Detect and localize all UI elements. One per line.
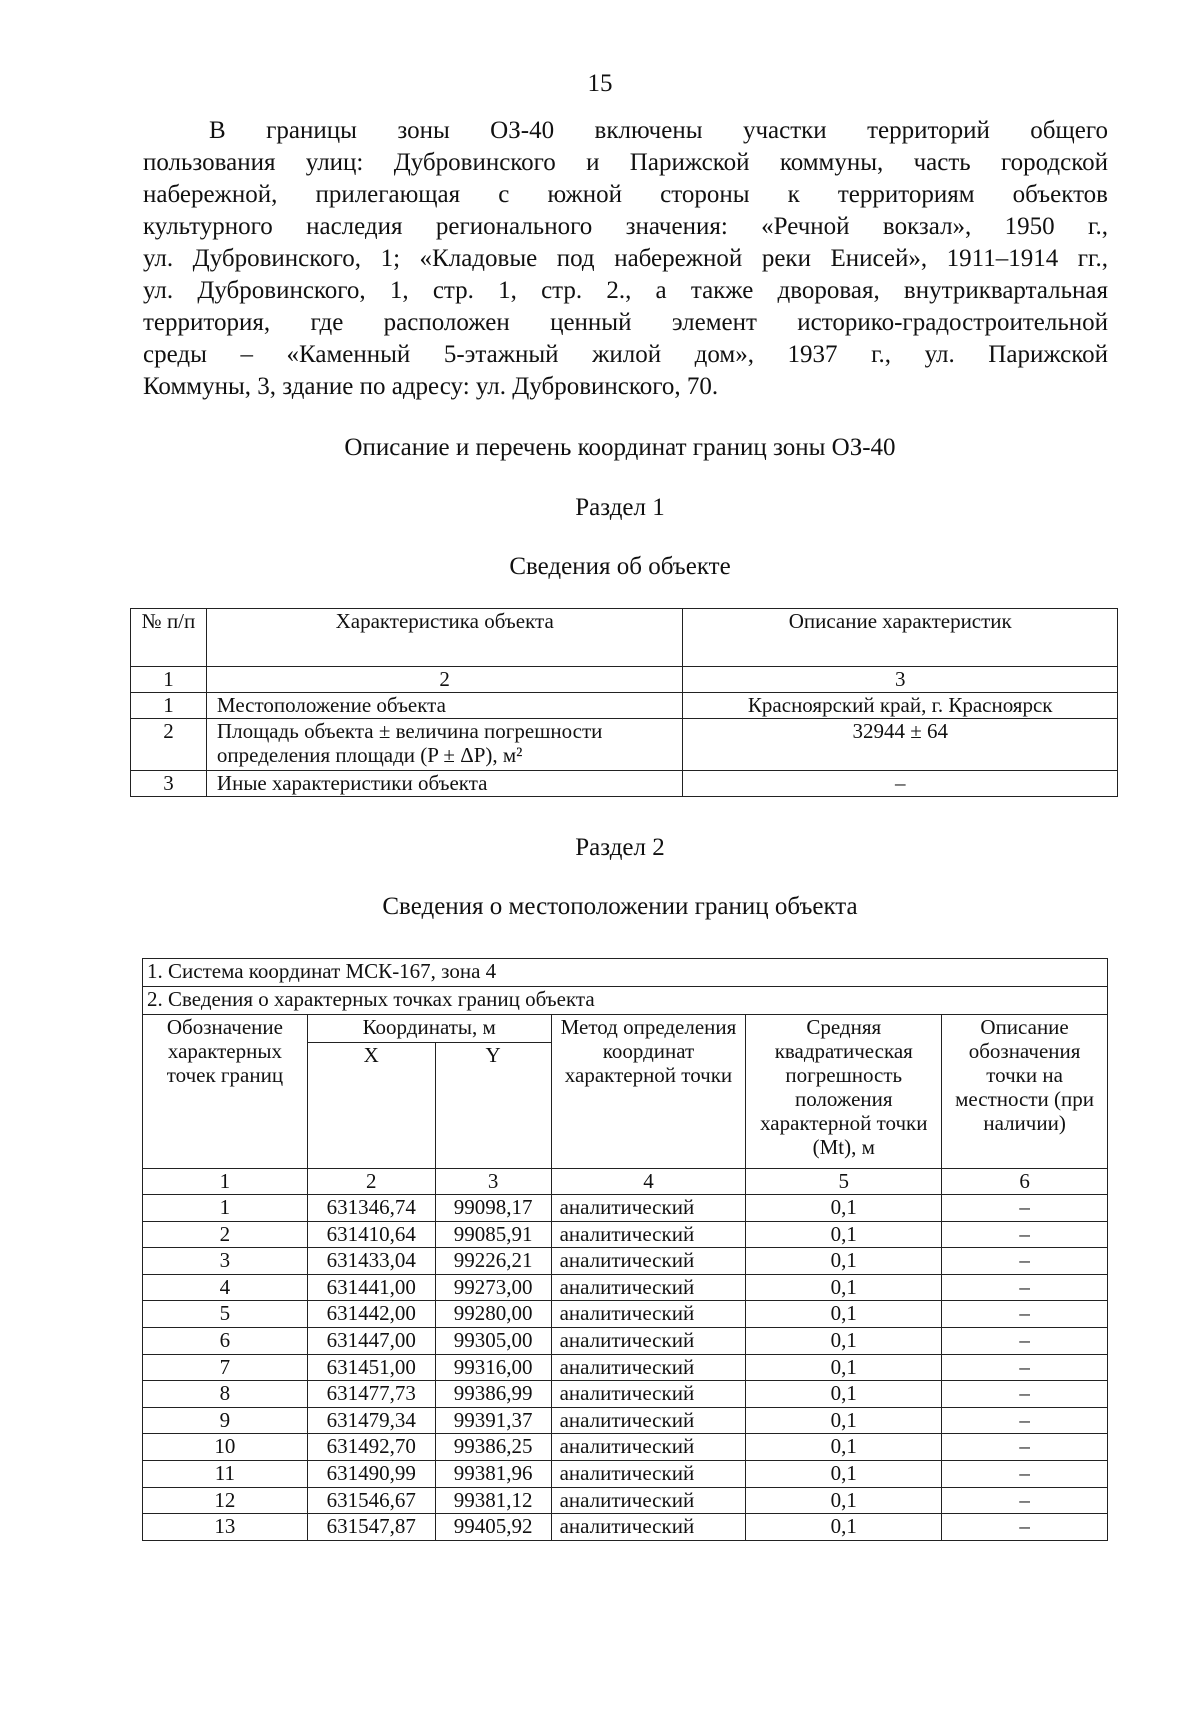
table-row xyxy=(143,1381,1108,1408)
paragraph-line: среды – «Каменный 5-этажный жилой дом», 1937 г., ул. Парижской xyxy=(143,341,1108,368)
table-row xyxy=(143,1487,1108,1514)
header-number: № п/п xyxy=(131,609,207,667)
paragraph-line: территория, где расположен ценный элемент историко-градостроительной xyxy=(143,309,1108,336)
description-cell: – xyxy=(942,1381,1108,1408)
method-cell: аналитический xyxy=(551,1514,746,1541)
point-number: 4 xyxy=(143,1274,308,1301)
table-row xyxy=(143,1434,1108,1461)
coord-x: 631451,00 xyxy=(307,1354,435,1381)
method-cell: аналитический xyxy=(551,1301,746,1328)
error-cell: 0,1 xyxy=(746,1274,942,1301)
points-body xyxy=(143,1195,1108,1541)
coord-y: 99381,96 xyxy=(435,1460,551,1487)
method-cell: аналитический xyxy=(551,1327,746,1354)
paragraph-line: ул. Дубровинского, 1; «Кладовые под набережной реки Енисей», 1911–1914 гг., xyxy=(143,245,1108,272)
row-number: 1 xyxy=(131,693,207,719)
table-row xyxy=(131,771,1118,797)
table-row xyxy=(143,1248,1108,1275)
method-cell: аналитический xyxy=(551,1354,746,1381)
paragraph-line: пользования улиц: Дубровинского и Парижской коммуны, часть городской xyxy=(143,149,1108,176)
coord-x: 631477,73 xyxy=(307,1381,435,1408)
coord-y: 99305,00 xyxy=(435,1327,551,1354)
method-cell: аналитический xyxy=(551,1248,746,1275)
header-point-description: Описание обозначения точки на местности (при наличии) xyxy=(942,1015,1108,1169)
header-description: Описание характеристик xyxy=(683,609,1118,667)
coord-y: 99226,21 xyxy=(435,1248,551,1275)
index-cell: 1 xyxy=(131,667,207,693)
header-coordinates: Координаты, м xyxy=(307,1015,551,1043)
description-cell: – xyxy=(942,1327,1108,1354)
point-number: 13 xyxy=(143,1514,308,1541)
table-row xyxy=(143,1514,1108,1541)
paragraph-line: ул. Дубровинского, 1, стр. 1, стр. 2., а также дворовая, внутриквартальная xyxy=(143,277,1108,304)
header-method: Метод определения координат характерной точки xyxy=(551,1015,746,1169)
point-number: 3 xyxy=(143,1248,308,1275)
method-cell: аналитический xyxy=(551,1460,746,1487)
table-row xyxy=(131,693,1118,719)
row-value: – xyxy=(683,771,1118,797)
method-cell: аналитический xyxy=(551,1195,746,1222)
point-number: 2 xyxy=(143,1221,308,1248)
coord-y: 99085,91 xyxy=(435,1221,551,1248)
coord-x: 631492,70 xyxy=(307,1434,435,1461)
error-cell: 0,1 xyxy=(746,1301,942,1328)
error-cell: 0,1 xyxy=(746,1381,942,1408)
method-cell: аналитический xyxy=(551,1407,746,1434)
intro-paragraph xyxy=(143,115,1108,403)
section2-title: Раздел 2 xyxy=(575,834,665,861)
method-cell: аналитический xyxy=(551,1221,746,1248)
table-row xyxy=(143,1195,1108,1222)
table-row xyxy=(143,1301,1108,1328)
description-cell: – xyxy=(942,1354,1108,1381)
paragraph-line: культурного наследия регионального значения: «Речной вокзал», 1950 г., xyxy=(143,213,1108,240)
row-value: 32944 ± 64 xyxy=(683,719,1118,771)
method-cell: аналитический xyxy=(551,1487,746,1514)
header-x: X xyxy=(307,1043,435,1169)
method-cell: аналитический xyxy=(551,1434,746,1461)
table-row xyxy=(143,1274,1108,1301)
index-cell: 2 xyxy=(307,1169,435,1195)
point-number: 6 xyxy=(143,1327,308,1354)
row-value: Красноярский край, г. Красноярск xyxy=(683,693,1118,719)
coord-y: 99381,12 xyxy=(435,1487,551,1514)
error-cell: 0,1 xyxy=(746,1460,942,1487)
table-row xyxy=(143,1327,1108,1354)
error-cell: 0,1 xyxy=(746,1327,942,1354)
paragraph-line: В границы зоны ОЗ-40 включены участки территорий общего xyxy=(209,117,1108,144)
coord-y: 99280,00 xyxy=(435,1301,551,1328)
table-row xyxy=(143,1407,1108,1434)
index-cell: 3 xyxy=(435,1169,551,1195)
coordinate-system: 1. Система координат МСК-167, зона 4 xyxy=(143,959,1108,987)
coord-y: 99386,25 xyxy=(435,1434,551,1461)
point-number: 12 xyxy=(143,1487,308,1514)
coord-x: 631490,99 xyxy=(307,1460,435,1487)
method-cell: аналитический xyxy=(551,1381,746,1408)
error-cell: 0,1 xyxy=(746,1487,942,1514)
coord-x: 631546,67 xyxy=(307,1487,435,1514)
section2-subtitle: Сведения о местоположении границ объекта xyxy=(382,893,858,920)
page-number: 15 xyxy=(587,70,613,97)
header-error: Средняя квадратическая погрешность положения характерной точки (Mt), м xyxy=(746,1015,942,1169)
object-info-table xyxy=(130,608,1118,797)
coord-y: 99405,92 xyxy=(435,1514,551,1541)
description-cell: – xyxy=(942,1274,1108,1301)
index-cell: 3 xyxy=(683,667,1118,693)
index-cell: 1 xyxy=(143,1169,308,1195)
error-cell: 0,1 xyxy=(746,1407,942,1434)
section1-subtitle: Сведения об объекте xyxy=(509,553,731,580)
header-characteristic: Характеристика объекта xyxy=(206,609,683,667)
point-number: 9 xyxy=(143,1407,308,1434)
table-row xyxy=(131,719,1118,771)
boundary-points-table xyxy=(142,958,1108,1541)
coord-x: 631433,04 xyxy=(307,1248,435,1275)
row-name: Площадь объекта ± величина погрешности определения площади (P ± ΔP), м² xyxy=(206,719,683,771)
index-cell: 2 xyxy=(206,667,683,693)
paragraph-line: Коммуны, 3, здание по адресу: ул. Дубровинского, 70. xyxy=(143,373,719,400)
row-number: 2 xyxy=(131,719,207,771)
error-cell: 0,1 xyxy=(746,1354,942,1381)
row-name: Иные характеристики объекта xyxy=(206,771,683,797)
point-number: 5 xyxy=(143,1301,308,1328)
point-number: 10 xyxy=(143,1434,308,1461)
paragraph-line: набережной, прилегающая с южной стороны к территориям объектов xyxy=(143,181,1108,208)
error-cell: 0,1 xyxy=(746,1514,942,1541)
main-heading: Описание и перечень координат границ зоны ОЗ-40 xyxy=(344,434,896,461)
description-cell: – xyxy=(942,1460,1108,1487)
header-designation: Обозначение характерных точек границ xyxy=(143,1015,308,1169)
description-cell: – xyxy=(942,1407,1108,1434)
error-cell: 0,1 xyxy=(746,1195,942,1222)
coord-y: 99386,99 xyxy=(435,1381,551,1408)
index-cell: 5 xyxy=(746,1169,942,1195)
index-cell: 4 xyxy=(551,1169,746,1195)
description-cell: – xyxy=(942,1434,1108,1461)
index-cell: 6 xyxy=(942,1169,1108,1195)
description-cell: – xyxy=(942,1487,1108,1514)
error-cell: 0,1 xyxy=(746,1221,942,1248)
table-row xyxy=(143,1221,1108,1248)
point-number: 8 xyxy=(143,1381,308,1408)
coord-y: 99098,17 xyxy=(435,1195,551,1222)
table-row xyxy=(143,1460,1108,1487)
coord-y: 99316,00 xyxy=(435,1354,551,1381)
point-number: 7 xyxy=(143,1354,308,1381)
points-caption: 2. Сведения о характерных точках границ объекта xyxy=(143,987,1108,1015)
point-number: 1 xyxy=(143,1195,308,1222)
table-row xyxy=(143,1354,1108,1381)
section1-title: Раздел 1 xyxy=(575,494,665,521)
coord-x: 631346,74 xyxy=(307,1195,435,1222)
description-cell: – xyxy=(942,1248,1108,1275)
coord-y: 99391,37 xyxy=(435,1407,551,1434)
header-y: Y xyxy=(435,1043,551,1169)
method-cell: аналитический xyxy=(551,1274,746,1301)
row-name: Местоположение объекта xyxy=(206,693,683,719)
coord-x: 631442,00 xyxy=(307,1301,435,1328)
coord-x: 631447,00 xyxy=(307,1327,435,1354)
error-cell: 0,1 xyxy=(746,1434,942,1461)
description-cell: – xyxy=(942,1301,1108,1328)
description-cell: – xyxy=(942,1221,1108,1248)
row-number: 3 xyxy=(131,771,207,797)
description-cell: – xyxy=(942,1195,1108,1222)
coord-x: 631410,64 xyxy=(307,1221,435,1248)
error-cell: 0,1 xyxy=(746,1248,942,1275)
coord-x: 631479,34 xyxy=(307,1407,435,1434)
description-cell: – xyxy=(942,1514,1108,1541)
point-number: 11 xyxy=(143,1460,308,1487)
coord-x: 631547,87 xyxy=(307,1514,435,1541)
coord-y: 99273,00 xyxy=(435,1274,551,1301)
coord-x: 631441,00 xyxy=(307,1274,435,1301)
